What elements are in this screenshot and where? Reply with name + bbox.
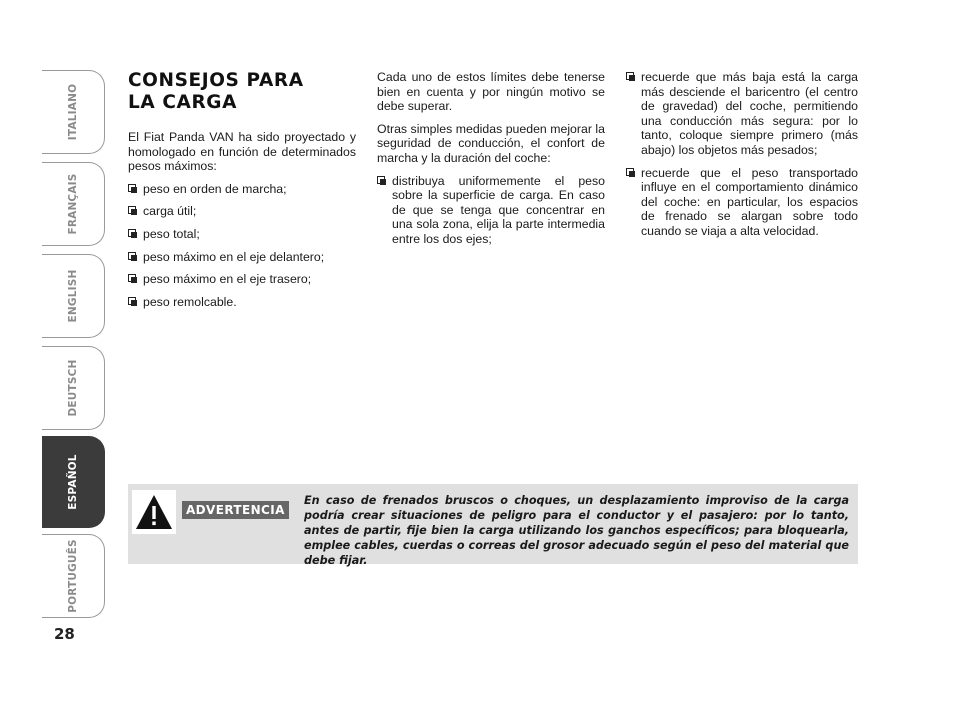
measures-paragraph: Otras simples medidas pueden mejorar la seguridad de conducción, el confort de marcha y la duración del coche: [377,121,605,165]
bullet-box-icon [128,274,136,282]
measures-list [377,174,605,247]
bullet-box-icon [128,206,136,214]
list-item: peso en orden de marcha; [128,182,356,197]
page-title [128,70,356,114]
warning-text: En caso de frenados bruscos o choques, un desplazamiento improviso de la carga podría crear situaciones de peligro para el conductor y el pasajero: por lo tanto, antes de partir, fije bien la carga utilizando los ganchos específicos; para bloquearla, emplee cables, cuerdas o correas del grosor adecuado según el peso del material que debe fijar. [304,494,849,567]
bullet-box-icon [128,252,136,260]
warning-box [128,484,858,567]
list-item: carga útil; [128,204,356,219]
tab-label: ESPAÑOL [67,454,79,510]
column-3 [626,70,858,247]
tab-label: ITALIANO [67,83,79,141]
column-1 [128,70,356,317]
tab-label: PORTUGUÊS [67,539,79,613]
tab-english[interactable] [42,254,105,338]
weight-list [128,182,356,310]
list-item: peso máximo en el eje trasero; [128,272,356,287]
tab-espanol[interactable] [42,436,105,528]
tab-francais[interactable] [42,162,105,246]
tab-italiano[interactable] [42,70,105,154]
language-tabs [42,70,105,620]
limits-paragraph: Cada uno de estos límites debe tenerse bien en cuenta y por ningún motivo se debe superar. [377,70,605,114]
column-2 [377,70,605,255]
measures-list-continued [626,70,858,239]
list-item: peso remolcable. [128,295,356,310]
intro-paragraph: El Fiat Panda VAN ha sido proyectado y homologado en función de determinados pesos máximos: [128,130,356,174]
bullet-box-icon [128,184,136,192]
tab-label: DEUTSCH [67,359,79,417]
bullet-box-icon [626,72,634,80]
list-item: peso total; [128,227,356,242]
warning-triangle-icon [132,490,176,534]
title-line-2: LA CARGA [128,92,237,113]
warning-label: ADVERTENCIA [182,501,289,519]
bullet-box-icon [128,297,136,305]
tab-label: FRANÇAIS [67,173,79,235]
list-item: peso máximo en el eje delantero; [128,250,356,265]
list-item: distribuya uniformemente el peso sobre la superficie de carga. En caso de que se tenga que concentrar en una sola zona, elija la parte intermedia entre los dos ejes; [377,174,605,247]
list-item: recuerde que más baja está la carga más desciende el baricentro (el centro de gravedad) del coche, permitiendo una conducción más segura: por lo tanto, coloque siempre primero (más abajo) los objetos más pesados; [626,70,858,158]
bullet-box-icon [626,168,634,176]
list-item: recuerde que el peso transportado influye en el comportamiento dinámico del coche: en particular, los espacios de frenado se alargan sobre todo cuando se viaja a alta velocidad. [626,166,858,239]
tab-label: ENGLISH [67,269,79,323]
page-number: 28 [54,625,75,643]
title-line-1: CONSEJOS PARA [128,70,304,91]
bullet-box-icon [377,176,385,184]
tab-deutsch[interactable] [42,346,105,430]
bullet-box-icon [128,229,136,237]
tab-portugues[interactable] [42,534,105,618]
